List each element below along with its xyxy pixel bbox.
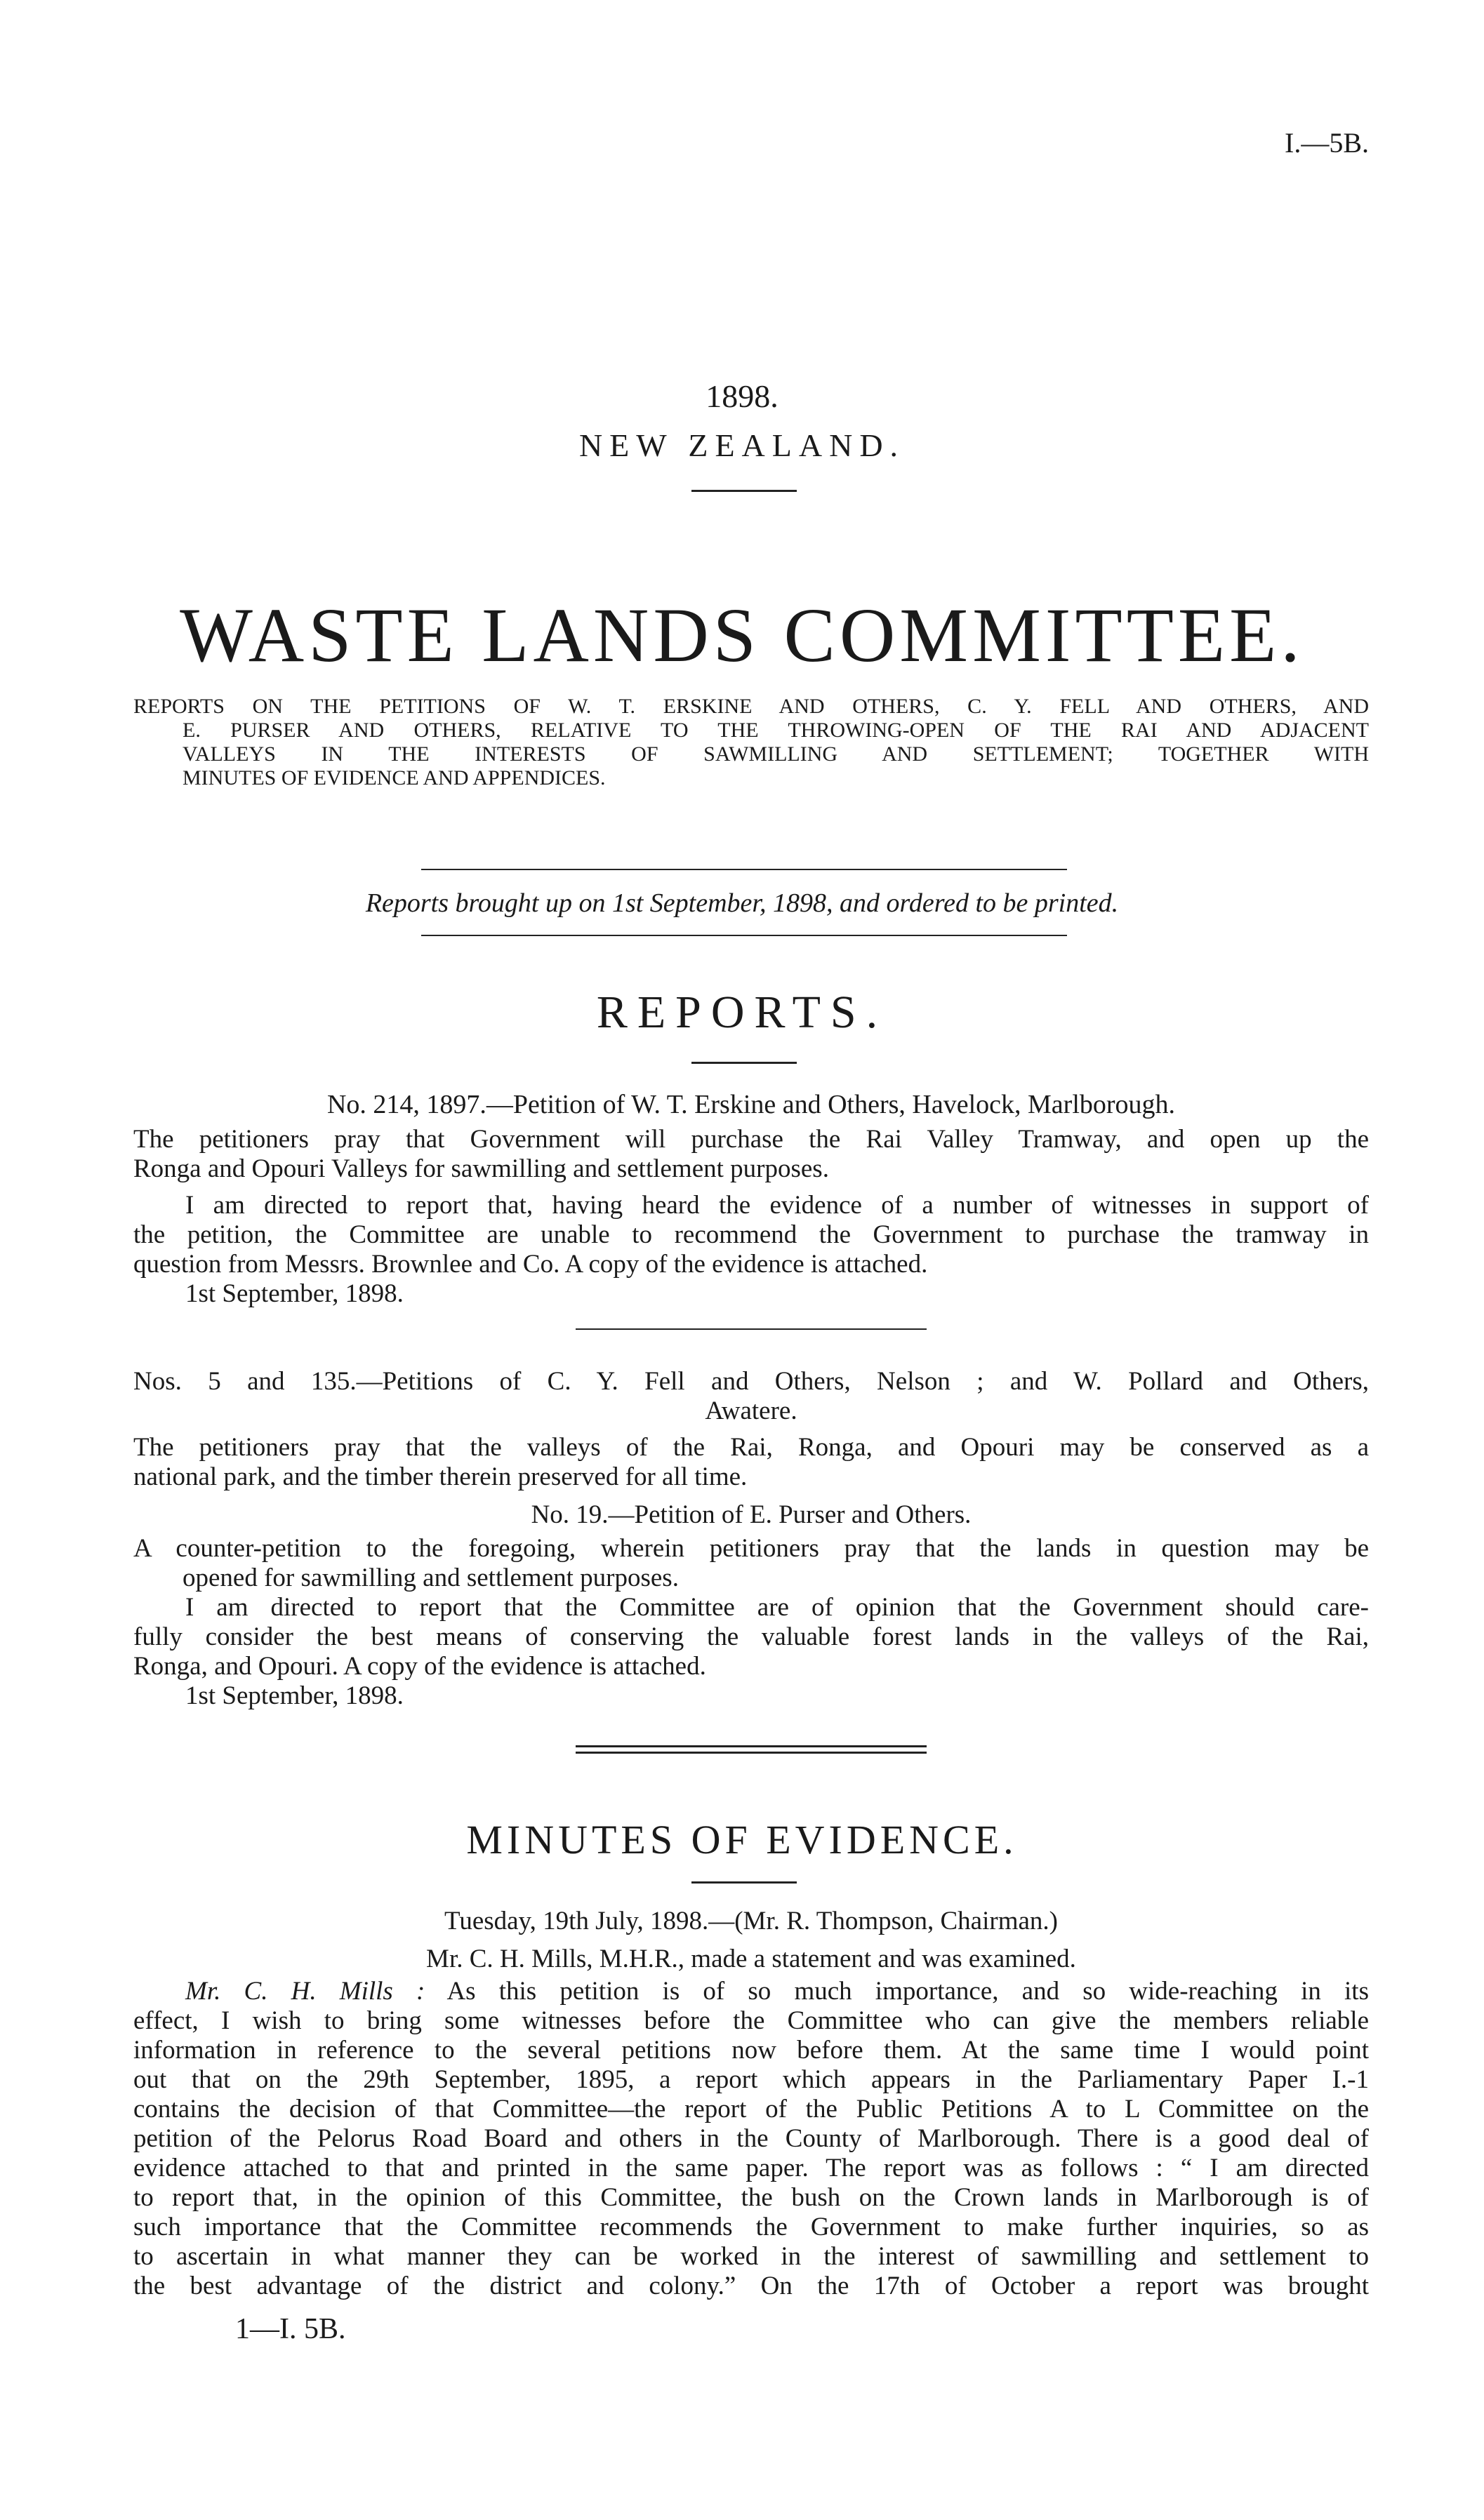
- petition-2-heading: Nos. 5 and 135.—Petitions of C. Y. Fell and Others, Nelson ; and W. Pollard and Others,: [133, 1367, 1369, 1396]
- subtitle-line: E. PURSER AND OTHERS, RELATIVE TO THE THROWING-OPEN OF THE RAI AND ADJACENT: [183, 719, 1369, 742]
- petition-1-date: 1st September, 1898.: [185, 1279, 404, 1308]
- petition-3-report-line: Ronga, and Opouri. A copy of the evidence is attached.: [133, 1652, 706, 1681]
- brought-up-rule-bottom: [421, 935, 1067, 936]
- evidence-line: petition of the Pelorus Road Board and others in the County of Marlborough. There is a good deal of: [133, 2124, 1369, 2153]
- evidence-line: such importance that the Committee recommends the Government to make further inquiries, so as: [133, 2213, 1369, 2241]
- evidence-line: evidence attached to that and printed in the same paper. The report was as follows : “ I am directed: [133, 2154, 1369, 2182]
- subtitle-line: VALLEYS IN THE INTERESTS OF SAWMILLING AND SETTLEMENT; TOGETHER WITH: [183, 742, 1369, 766]
- year: 1898.: [705, 378, 779, 414]
- page-reference: I.—5B.: [1285, 127, 1369, 159]
- evidence-line: out that on the 29th September, 1895, a report which appears in the Parliamentary Paper I.-1: [133, 2065, 1369, 2094]
- petition-1-prayer-line: Ronga and Opouri Valleys for sawmilling and settlement purposes.: [133, 1154, 829, 1183]
- subtitle-line: MINUTES OF EVIDENCE AND APPENDICES.: [183, 766, 606, 789]
- petition-1-report-line: I am directed to report that, having heard the evidence of a number of witnesses in support of: [185, 1191, 1369, 1220]
- petition-2-prayer-line: The petitioners pray that the valleys of the Rai, Ronga, and Opouri may be conserved as a: [133, 1433, 1369, 1462]
- committee-title: WASTE LANDS COMMITTEE.: [180, 592, 1304, 678]
- petition-3-report-line: fully consider the best means of conserving the valuable forest lands in the valleys of the Rai,: [133, 1622, 1369, 1651]
- subtitle: [133, 695, 1369, 790]
- petition-1-report-line: question from Messrs. Brownlee and Co. A copy of the evidence is attached.: [133, 1250, 928, 1279]
- petition-3-report-line: I am directed to report that the Committee are of opinion that the Government should care-: [185, 1593, 1369, 1622]
- minutes-heading: MINUTES OF EVIDENCE.: [466, 1817, 1018, 1862]
- petition-1-report-line: the petition, the Committee are unable to recommend the Government to purchase the tramway in: [133, 1220, 1369, 1249]
- country-title: NEW ZEALAND.: [578, 427, 906, 463]
- petition-1-prayer-line: The petitioners pray that Government will purchase the Rai Valley Tramway, and open up the: [133, 1125, 1369, 1154]
- evidence-text: As this petition is of so much importance, and so wide-reaching in its: [446, 1977, 1369, 2006]
- evidence-line: the best advantage of the district and colony.” On the 17th of October a report was brought: [133, 2272, 1369, 2300]
- brought-up-rule-top: [421, 869, 1067, 870]
- evidence-line: to report that, in the opinion of this Committee, the bush on the Crown lands in Marlborough is of: [133, 2183, 1369, 2212]
- petition-2-heading-cont: Awatere.: [705, 1396, 797, 1425]
- page-signature: 1—I. 5B.: [235, 2313, 346, 2345]
- brought-up-note: Reports brought up on 1st September, 1898, and ordered to be printed.: [365, 888, 1119, 918]
- double-rule-bottom: [576, 1752, 927, 1754]
- session-heading: Tuesday, 19th July, 1898.—(Mr. R. Thompson, Chairman.): [444, 1907, 1058, 1935]
- petition-3-date: 1st September, 1898.: [185, 1681, 404, 1710]
- title-divider: [691, 490, 797, 492]
- petition-3-heading: No. 19.—Petition of E. Purser and Others.: [531, 1500, 972, 1529]
- reports-divider: [691, 1062, 797, 1064]
- speaker-name: Mr. C. H. Mills :: [185, 1977, 425, 2006]
- petition-1-heading: No. 214, 1897.—Petition of W. T. Erskine and Others, Havelock, Marlborough.: [326, 1090, 1176, 1119]
- evidence-line: effect, I wish to bring some witnesses before the Committee who can give the members reliable: [133, 2006, 1369, 2035]
- minutes-divider: [691, 1881, 797, 1884]
- counter-petition-line: opened for sawmilling and settlement purposes.: [183, 1564, 679, 1592]
- double-rule-top: [576, 1745, 927, 1747]
- statement-line: Mr. C. H. Mills, M.H.R., made a statement and was examined.: [426, 1945, 1076, 1973]
- evidence-line: information in reference to the several petitions now before them. At the same time I would point: [133, 2036, 1369, 2065]
- evidence-line: contains the decision of that Committee—the report of the Public Petitions A to L Committee on the: [133, 2095, 1369, 2124]
- subtitle-line: REPORTS ON THE PETITIONS OF W. T. ERSKINE AND OTHERS, C. Y. FELL AND OTHERS, AND: [133, 695, 1369, 718]
- counter-petition-line: A counter-petition to the foregoing, wherein petitioners pray that the lands in question may be: [133, 1534, 1369, 1563]
- petition-2-prayer-line: national park, and the timber therein preserved for all time.: [133, 1462, 748, 1491]
- evidence-line: to ascertain in what manner they can be worked in the interest of sawmilling and settlement to: [133, 2242, 1369, 2271]
- reports-heading: REPORTS.: [596, 987, 888, 1038]
- evidence-first-line: [185, 1977, 1369, 2006]
- section-divider: [576, 1328, 927, 1330]
